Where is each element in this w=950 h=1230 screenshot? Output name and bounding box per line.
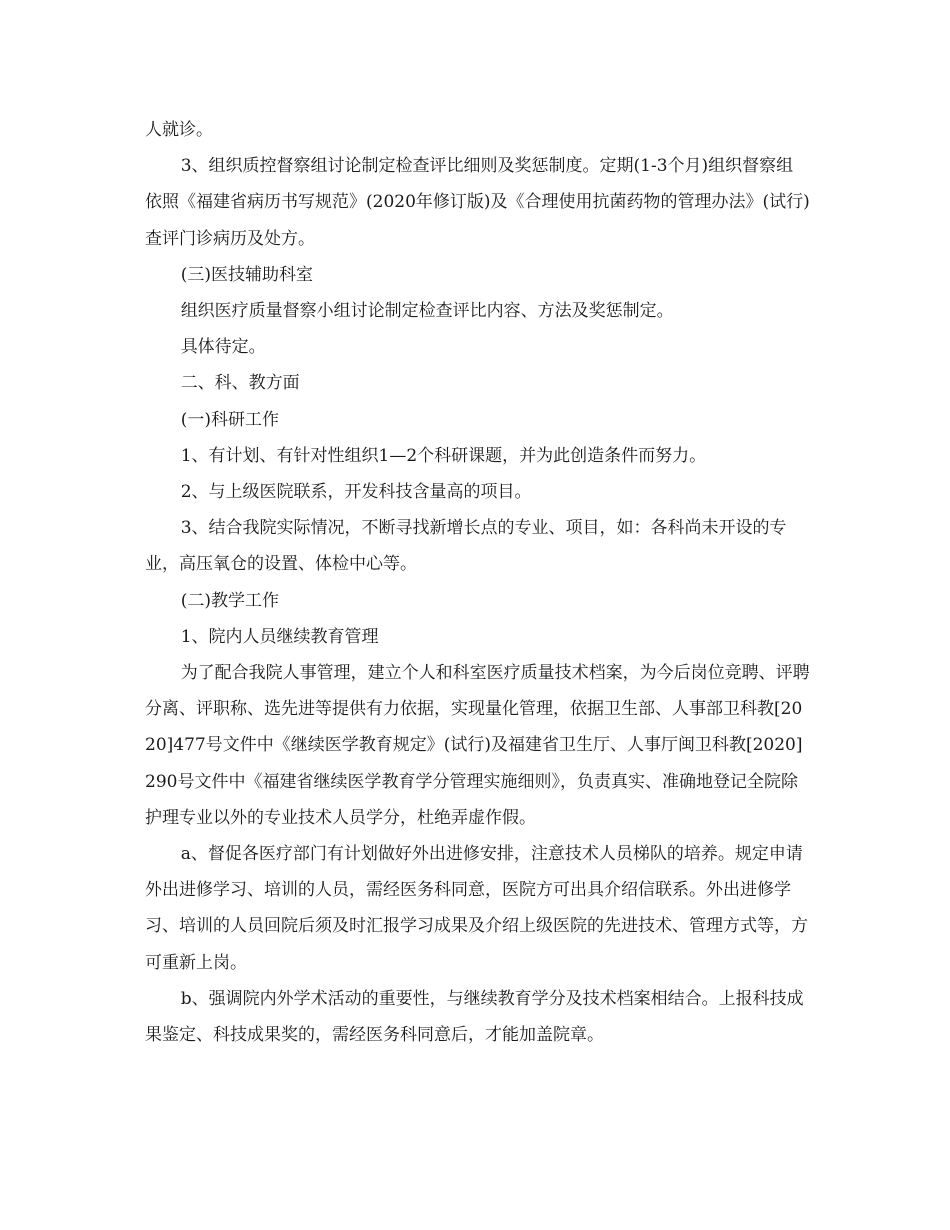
section-heading: (一)科研工作 xyxy=(180,409,279,430)
document-body xyxy=(145,112,810,1053)
paragraph: 组织医疗质量督察小组讨论制定检查评比内容、方法及奖惩制定。 xyxy=(180,301,674,322)
paragraph: 3、组织质控督察组讨论制定检查评比细则及奖惩制度。定期(1-3个月)组织督察组依照《福建省病历书写规范》(2020年修订版)及《合理使用抗菌药物的管理办法》(试行)查评门诊病历及处方。 xyxy=(145,156,810,249)
list-item: 2、与上级医院联系，开发科技含量高的项目。 xyxy=(180,482,532,503)
list-item: 1、有计划、有针对性组织1—2个科研课题，并为此创造条件而努力。 xyxy=(180,445,707,466)
paragraph: 具体待定。 xyxy=(180,337,266,358)
list-item: 1、院内人员继续教育管理 xyxy=(180,626,379,647)
paragraph: 为了配合我院人事管理，建立个人和科室医疗质量技术档案，为今后岗位竞聘、评聘分离、评职称、选先进等提供有力依据，实现量化管理，依据卫生部、人事部卫科教[2020]477号文件中《继续医学教育规定》(试行)及福建省卫生厅、人事厅闽卫科教[2020]290号文件中《福建省继续医学教育学分管理实施细则》，负责真实、准确地登记全院除护理专业以外的专业技术人员学分，杜绝弄虚作假。 xyxy=(145,663,810,828)
section-heading: 二、科、教方面 xyxy=(180,373,300,394)
section-heading: (三)医技辅助科室 xyxy=(180,264,313,285)
section-heading: (二)教学工作 xyxy=(180,590,279,611)
list-item: a、督促各医疗部门有计划做好外出进修安排，注意技术人员梯队的培养。规定申请外出进修学习、培训的人员，需经医务科同意，医院方可出具介绍信联系。外出进修学习、培训的人员回院后须及时汇报学习成果及介绍上级医院的先进技术、管理方式等，方可重新上岗。 xyxy=(145,844,808,973)
list-item: b、强调院内外学术活动的重要性，与继续教育学分及技术档案相结合。上报科技成果鉴定、科技成果奖的，需经医务科同意后，才能加盖院章。 xyxy=(145,988,804,1046)
list-item: 3、结合我院实际情况，不断寻找新增长点的专业、项目，如：各科尚未开设的专业，高压氧仓的设置、体检中心等。 xyxy=(145,518,787,575)
paragraph: 人就诊。 xyxy=(145,120,213,140)
